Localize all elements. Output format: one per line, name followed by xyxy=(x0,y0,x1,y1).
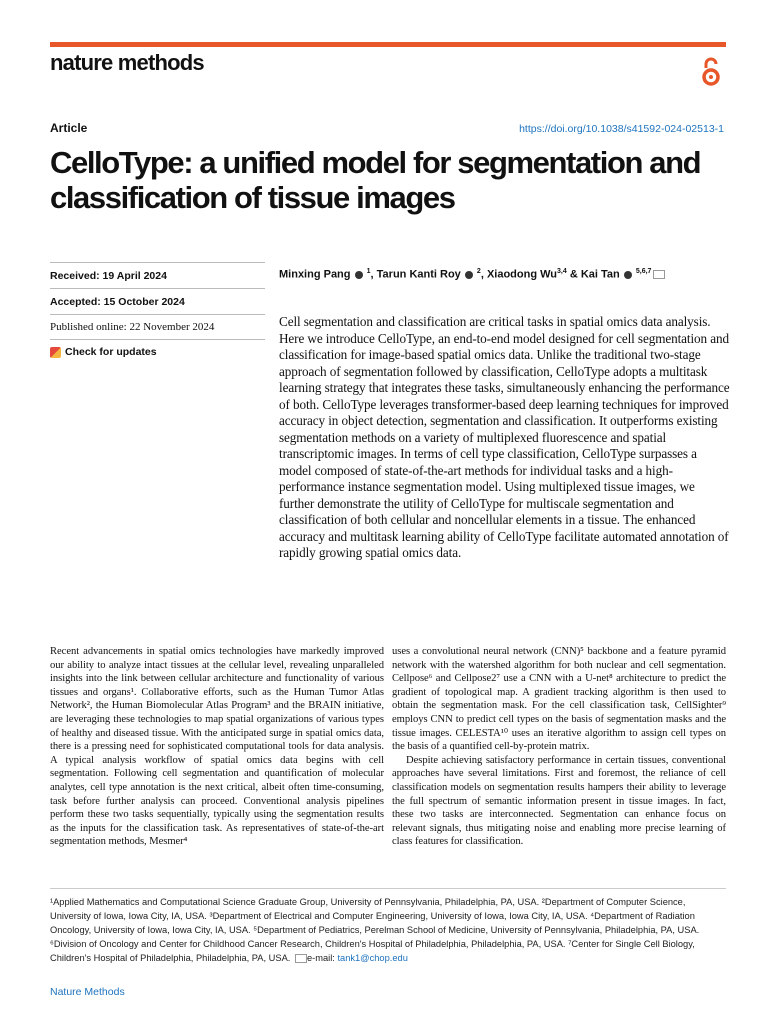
header-accent-bar xyxy=(50,42,726,47)
doi-link[interactable]: https://doi.org/10.1038/s41592-024-02513-1 xyxy=(519,123,724,135)
email-label: e-mail: xyxy=(306,953,338,963)
author-list: Minxing Pang $^1$, Tarun Kanti Roy $^2$, Xiaodong Wu$^{3,4}$ & Kai Tan $^{5,6,7}$ xyxy=(279,268,729,281)
author-affiliation: 5,6,7 xyxy=(635,268,652,275)
body-paragraph: Despite achieving satisfactory performance in certain tissues, conventional approaches have several limitations. First and foremost, the reliance of cell classification models on segmentation results hampers their ability to leverage the full spectrum of semantic information present in tissue images. In fact, these two tasks are interconnected. Segmentation can enhance focus on relevant signals, thus mitigating noise and enabling more precise learning of class features for classification. xyxy=(392,754,726,848)
open-access-icon[interactable] xyxy=(700,56,722,88)
divider xyxy=(50,339,265,340)
author-affiliation: 3,4 xyxy=(557,268,567,275)
author-affiliation: 1 xyxy=(366,268,371,275)
divider xyxy=(50,314,265,315)
email-icon[interactable] xyxy=(653,270,665,279)
check-for-updates-label: Check for updates xyxy=(65,346,157,358)
author-name[interactable]: Minxing Pang xyxy=(279,268,351,281)
body-column-right xyxy=(392,645,726,849)
divider xyxy=(50,288,265,289)
author-name[interactable]: Kai Tan xyxy=(580,268,620,281)
author-name[interactable]: Tarun Kanti Roy xyxy=(376,268,461,281)
affiliations-footnote xyxy=(50,895,726,965)
abstract: Cell segmentation and classification are critical tasks in spatial omics data analysis. Here we introduce CelloType, an end-to-end model designed for cell segmentation and classification for image-based spatial omics data. Unlike the traditional two-stage approach of segmentation followed by classification, CelloType adopts a multitask learning strategy that integrates these tasks, simultaneously enhancing the performance of both. CelloType leverages transformer-based deep learning techniques for improved accuracy in object detection, segmentation and classification. It outperforms existing segmentation methods on a variety of multiplexed fluorescence and spatial transcriptomic images. In terms of cell type classification, CelloType surpasses a model composed of state-of-the-art methods for individual tasks and a high-performance instance segmentation model. Using multiplexed tissue images, we further demonstrate the utility of CelloType for multiscale segmentation and classification of both cellular and noncellular elements in a tissue. The enhanced accuracy and multitask learning ability of CelloType facilitate automated annotation of rapidly growing spatial omics data. xyxy=(279,314,730,560)
footnote-divider xyxy=(50,888,726,889)
orcid-icon[interactable] xyxy=(355,271,363,279)
footer-journal-link[interactable]: Nature Methods xyxy=(50,986,125,998)
affiliations-text: ¹Applied Mathematics and Computational Science Graduate Group, University of Pennsylvania, Philadelphia, PA, USA. ²Department of Computer Science, University of Iowa, Iowa City, IA, USA. ³Department of Electrical and Computer Engineering, University of Iowa, Iowa City, IA, USA. ⁴Department of Radiation Oncology, University of Iowa, Iowa City, IA, USA. ⁵Department of Pediatrics, Perelman School of Medicine, University of Pennsylvania, Philadelphia, PA, USA. ⁶Division of Oncology and Center for Childhood Cancer Research, Children's Hospital of Philadelphia, Philadelphia, PA, USA. ⁷Center for Single Cell Biology, Children's Hospital of Philadelphia, Philadelphia, PA, USA. xyxy=(50,897,700,963)
received-date: Received: 19 April 2024 xyxy=(50,270,167,282)
accepted-date: Accepted: 15 October 2024 xyxy=(50,296,185,308)
orcid-icon[interactable] xyxy=(624,271,632,279)
check-for-updates-button[interactable] xyxy=(50,346,157,358)
body-paragraph: Recent advancements in spatial omics technologies have markedly improved our ability to analyze intact tissues at the cellular level, revealing unparalleled insights into the link between cellular architecture and functionality of various tissues and organs¹. Collaborative efforts, such as the Human Tumor Atlas Network², the Human Biomolecular Atlas Program³ and the BRAIN initiative, are leveraging these technologies to map spatial organizations of various types of healthy and diseased tissue. With the anticipated surge in spatial omics data, there is a pressing need for sophisticated computational tools for data analysis. A typical analysis workflow of spatial omics data begins with cell segmentation. Following cell segmentation and quantification of molecular analytes, cell type annotation is the next critical, albeit often time-consuming, task before further analysis can proceed. Conventional analysis pipelines perform these two tasks sequentially, typically using the segmentation results as the inputs for the classification task. As representatives of state-of-the-art segmentation methods, Mesmer⁴ xyxy=(50,646,384,848)
article-title: CelloType: a unified model for segmentation and classification of tissue images xyxy=(50,145,701,215)
orcid-icon[interactable] xyxy=(465,271,473,279)
email-icon xyxy=(295,954,307,963)
body-column-left xyxy=(50,645,384,849)
corresponding-email-link[interactable]: tank1@chop.edu xyxy=(337,953,408,963)
published-date: Published online: 22 November 2024 xyxy=(50,321,215,333)
crossmark-icon xyxy=(50,347,61,358)
author-affiliation: 2 xyxy=(476,268,481,275)
body-paragraph: uses a convolutional neural network (CNN)⁵ backbone and a feature pyramid network with the watershed algorithm for both nuclear and cell segmentation. Cellpose⁶ and Cellpose2⁷ use a CNN with a U-net⁸ architecture to predict the gradient of topological map. A gradient tracking algorithm is then used to obtain the segmentation mask. For the cell classification task, CellSighter⁹ employs CNN to predict cell types on the basis of segmentation masks and the tissue images. CELESTA¹⁰ uses an iterative algorithm to assign cell types on the basis of a quantified cell-by-protein matrix. xyxy=(392,646,726,753)
article-type-label: Article xyxy=(50,121,88,135)
author-name[interactable]: Xiaodong Wu xyxy=(486,268,558,281)
journal-name: nature methods xyxy=(50,50,204,75)
divider xyxy=(50,262,265,263)
